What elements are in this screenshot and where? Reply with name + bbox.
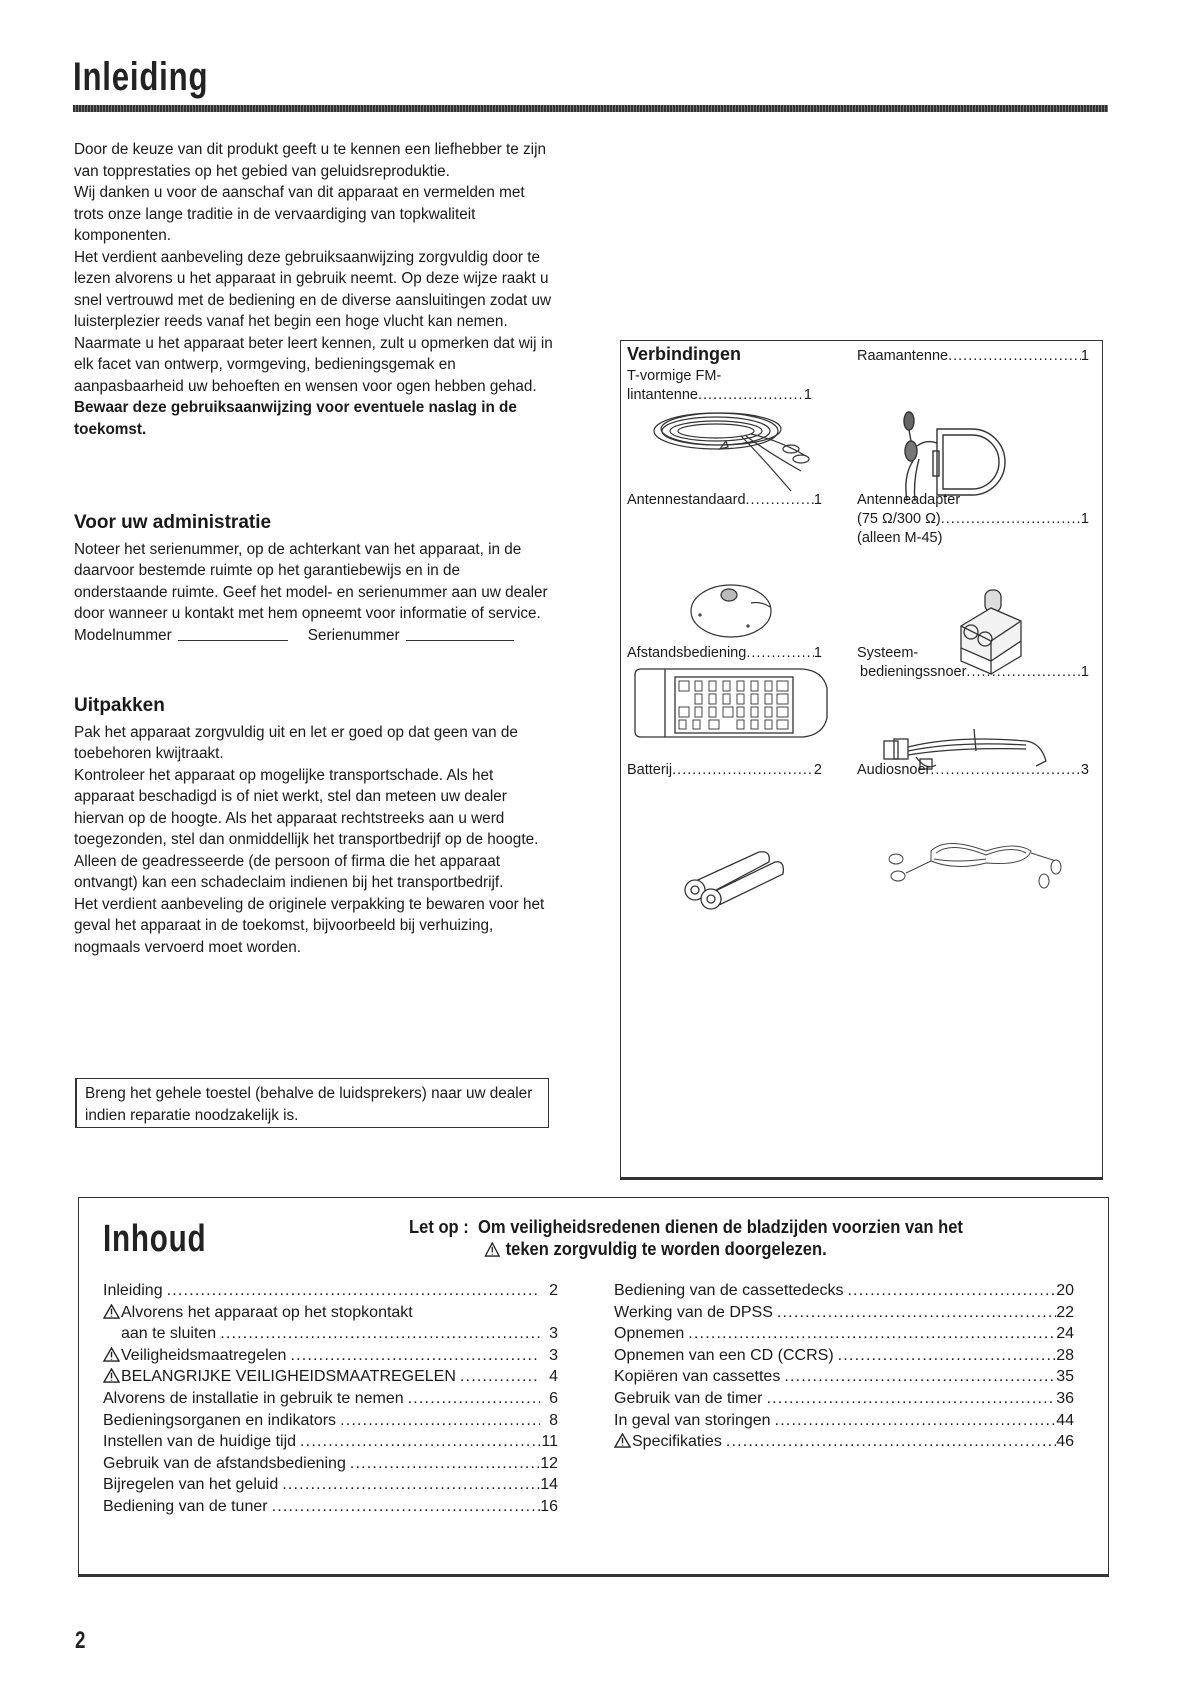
model-serial-row: [74, 625, 556, 647]
accessory-item: [857, 644, 1089, 682]
unpacking-paragraph: Het verdient aanbeveling de originele verpakking te bewaren voor het geval het apparaat in de toekomst, bijvoorbeeld bij verhuizing, nogmaals vervoerd moet worden.: [74, 895, 545, 956]
contents-entry[interactable]: [103, 1496, 558, 1518]
accessory-label: Antenneadapter: [857, 492, 961, 508]
serial-number-label: Serienummer: [307, 626, 400, 644]
contents-entry-label: In geval van storingen: [614, 1411, 771, 1429]
contents-entry-label: Veiligheidsmaatregelen: [103, 1345, 286, 1367]
accessory-label: T-vormige FM-: [627, 368, 722, 384]
accessory-qty: 1: [813, 645, 822, 661]
contents-entry[interactable]: [614, 1323, 1074, 1345]
contents-entry-page: 20: [1056, 1282, 1074, 1299]
contents-entry-page: 14: [540, 1476, 558, 1494]
accessory-item: [857, 491, 1089, 548]
page-title: Inleiding: [73, 55, 209, 99]
contents-entry-page: 4: [549, 1368, 558, 1386]
unpacking-section: [74, 695, 556, 958]
contents-entry-label: Opnemen van een CD (CCRS): [614, 1346, 834, 1364]
accessory-item: [627, 644, 822, 663]
accessory-qty: 2: [813, 762, 822, 778]
contents-entry[interactable]: [614, 1302, 1074, 1324]
contents-entry[interactable]: [103, 1388, 558, 1410]
safety-note-text: Om veiligheidsredenen dienen de bladzijden voorzien van het: [478, 1217, 963, 1237]
leader-dots: [773, 1302, 1056, 1324]
safety-note: [409, 1216, 1044, 1260]
model-number-label: Modelnummer: [74, 626, 172, 644]
unpacking-heading: Uitpakken: [74, 695, 165, 716]
contents-entry[interactable]: [614, 1345, 1074, 1367]
contents-entry-page: 3: [549, 1325, 558, 1343]
accessories-box: [620, 340, 1103, 1180]
contents-entry-page: 28: [1056, 1346, 1074, 1364]
contents-entry[interactable]: [103, 1302, 558, 1324]
contents-entry[interactable]: [103, 1345, 558, 1367]
contents-entry-page: 44: [1056, 1411, 1074, 1429]
contents-entry-label: Instellen van de huidige tijd: [103, 1433, 297, 1451]
contents-entry-page: 16: [540, 1497, 558, 1515]
intro-paragraph: Wij danken u voor de aanschaf van dit apparaat en vermelden met trots onze lange traditie in de vervaardiging van topkwaliteit komponenten.: [74, 184, 525, 244]
accessory-qty: 1: [1080, 348, 1089, 364]
contents-entry[interactable]: [103, 1366, 558, 1388]
contents-entry-label: Bediening van de tuner: [103, 1497, 268, 1515]
contents-entry-label: Kopiëren van cassettes: [614, 1368, 781, 1386]
accessory-item: [857, 347, 1089, 366]
administration-text: Noteer het serienummer, op de achterkant van het apparaat, in de daarvoor bestemde ruimte op het garantiebewijs en in de onderstaande ruimte. Geef het model- en serienummer aan uw dealer door wanneer u kontakt met hem opneemt voor informatie of service.: [74, 540, 548, 622]
leader-dots: [456, 1366, 540, 1388]
leader-dots: [722, 1431, 1056, 1453]
leader-dots: [780, 1366, 1056, 1388]
accessory-label: Systeem-: [857, 645, 919, 661]
contents-entry-page: 11: [541, 1433, 558, 1451]
intro-paragraph: Het verdient aanbeveling deze gebruiksaanwijzing zorgvuldig door te lezen alvorens u het apparaat in gebruik neemt. Op deze wijze raakt u snel vertrouwd met de bediening en de diverse aansluitingen zodat uw luisterplezier reeds vanaf het begin een hoge vlucht kan nemen. Naarmate u het apparaat beter leert kennen, zult u opmerken dat wij in elk facet van ontwerp, vormgeving, bedieningsgemak en aanpasbaarheid uw behoeften en wensen voor ogen hebben gehad.: [74, 248, 553, 395]
contents-entry-page: 8: [549, 1411, 558, 1429]
contents-entry-label: BELANGRIJKE VEILIGHEIDSMAATREGELEN: [103, 1366, 456, 1388]
accessory-qty: 3: [1080, 762, 1089, 778]
repair-notice-box: Breng het gehele toestel (behalve de luidsprekers) naar uw dealer indien reparatie noodzakelijk is.: [75, 1078, 549, 1128]
administration-heading: Voor uw administratie: [74, 512, 272, 533]
contents-entry[interactable]: [103, 1431, 558, 1453]
leader-dots: [296, 1431, 540, 1453]
leader-dots: [336, 1410, 540, 1432]
contents-entry-page: 35: [1056, 1368, 1074, 1386]
leader-dots: [346, 1453, 540, 1475]
accessory-qty: 1: [1080, 511, 1089, 527]
unpacking-paragraph: Kontroleer het apparaat op mogelijke transportschade. Als het apparaat beschadigd is of niet werkt, stel dan meteen uw dealer hiervan op de hoogte. Als het apparaat rechtstreeks aan u werd toegezonden, stel dan onmiddellijk het transportbedrijf op de hoogte. Alleen de geadresseerde (de persoon of firma die het apparaat ontvangt) kan een schadeclaim indienen bij het transportbedrijf.: [74, 766, 539, 891]
safety-note-label: Let op :: [409, 1217, 469, 1237]
leader-dots: [684, 1323, 1056, 1345]
contents-entry-label: Gebruik van de afstandsbediening: [103, 1454, 346, 1472]
contents-entry-page: 3: [549, 1346, 558, 1364]
warning-triangle-icon: [103, 1368, 120, 1383]
leader-dots: [286, 1345, 540, 1367]
contents-entry-page: 36: [1056, 1389, 1074, 1407]
accessory-item: [627, 367, 812, 405]
contents-list-left: [103, 1280, 558, 1518]
leader-dots: [763, 1388, 1056, 1410]
loop-antenna-icon: [901, 411, 1031, 501]
accessory-item: [627, 761, 822, 780]
title-rule: [73, 105, 1108, 112]
contents-entry[interactable]: [103, 1410, 558, 1432]
accessory-label: lintantenne: [627, 387, 698, 403]
contents-title: Inhoud: [103, 1218, 207, 1260]
contents-entry[interactable]: [614, 1366, 1074, 1388]
contents-entry[interactable]: [614, 1280, 1074, 1302]
leader-dots: [268, 1496, 540, 1518]
contents-list-right: [614, 1280, 1074, 1453]
contents-entry-label: Bediening van de cassettedecks: [614, 1282, 844, 1299]
accessory-qty: 1: [803, 387, 812, 403]
contents-entry-label: Specifikaties: [614, 1431, 722, 1453]
safety-note-text: teken zorgvuldig te worden doorgelezen.: [505, 1239, 827, 1259]
contents-entry[interactable]: [103, 1323, 558, 1345]
accessory-label: (alleen M-45): [857, 530, 943, 546]
contents-entry-page: 12: [540, 1454, 558, 1472]
fm-antenna-icon: [641, 401, 831, 496]
contents-entry-label: aan te sluiten: [121, 1325, 217, 1343]
intro-paragraph: Door de keuze van dit produkt geeft u te kennen een liefhebber te zijn van topprestaties op het gebied van geluidsreproduktie.: [74, 141, 546, 180]
contents-entry-label: Inleiding: [103, 1282, 163, 1299]
accessory-label: Antennestandaard: [627, 492, 746, 508]
accessories-heading: Verbindingen: [627, 344, 742, 364]
unpacking-paragraph: Pak het apparaat zorgvuldig uit en let er goed op dat geen van de toebehoren kwijtraakt.: [74, 723, 518, 762]
contents-entry-label: Gebruik van de timer: [614, 1389, 763, 1407]
accessory-label: Batterij: [627, 762, 673, 778]
intro-section: [74, 139, 556, 440]
accessory-item: [627, 491, 822, 510]
warning-triangle-icon: [103, 1347, 120, 1362]
leader-dots: [216, 1323, 540, 1345]
model-number-blank: [178, 639, 288, 641]
accessory-label: Afstandsbediening: [627, 645, 747, 661]
serial-number-blank: [406, 639, 514, 641]
contents-entry-page: 24: [1056, 1325, 1074, 1343]
leader-dots: [834, 1345, 1056, 1367]
contents-entry-page: 6: [549, 1389, 558, 1407]
remote-control-icon: [633, 663, 833, 743]
warning-triangle-icon: [484, 1242, 500, 1257]
leader-dots: [278, 1474, 540, 1496]
accessory-label: (75 Ω/300 Ω): [857, 511, 941, 527]
contents-entry-label: Bijregelen van het geluid: [103, 1476, 279, 1494]
contents-entry[interactable]: [103, 1474, 558, 1496]
accessory-label: Raamantenne: [857, 348, 949, 364]
leader-dots: [843, 1280, 1056, 1302]
accessory-label: Audiosnoer: [857, 762, 931, 778]
contents-entry[interactable]: [614, 1431, 1074, 1453]
leader-dots: [163, 1280, 540, 1302]
audio-cable-icon: [886, 831, 1076, 901]
contents-entry[interactable]: [103, 1453, 558, 1475]
page-number: 2: [75, 1627, 87, 1654]
contents-entry-page: 46: [1056, 1433, 1074, 1451]
antenna-stand-icon: [686, 581, 776, 641]
battery-icon: [681, 846, 791, 916]
accessory-item: [857, 761, 1089, 780]
contents-entry[interactable]: [614, 1410, 1074, 1432]
contents-entry-label: Opnemen: [614, 1325, 685, 1343]
contents-entry-label: Werking van de DPSS: [614, 1303, 773, 1321]
contents-entry-label: Bedieningsorganen en indikators: [103, 1411, 337, 1429]
warning-triangle-icon: [614, 1433, 631, 1448]
contents-entry[interactable]: [614, 1388, 1074, 1410]
contents-entry[interactable]: [103, 1280, 558, 1302]
leader-dots: [404, 1388, 540, 1410]
contents-entry-page: 2: [549, 1282, 558, 1299]
contents-box: [78, 1197, 1109, 1577]
intro-bold-note: Bewaar deze gebruiksaanwijzing voor eventuele naslag in de toekomst.: [74, 399, 517, 438]
contents-entry-page: 22: [1056, 1303, 1074, 1321]
accessory-qty: 1: [813, 492, 822, 508]
administration-section: [74, 512, 556, 646]
warning-triangle-icon: [103, 1304, 120, 1319]
leader-dots: [771, 1410, 1056, 1432]
accessory-label: bedieningssnoer: [860, 664, 967, 680]
accessory-qty: 1: [1080, 664, 1089, 680]
contents-entry-label: Alvorens het apparaat op het stopkontakt: [103, 1302, 413, 1324]
contents-entry-label: Alvorens de installatie in gebruik te nemen: [103, 1389, 404, 1407]
